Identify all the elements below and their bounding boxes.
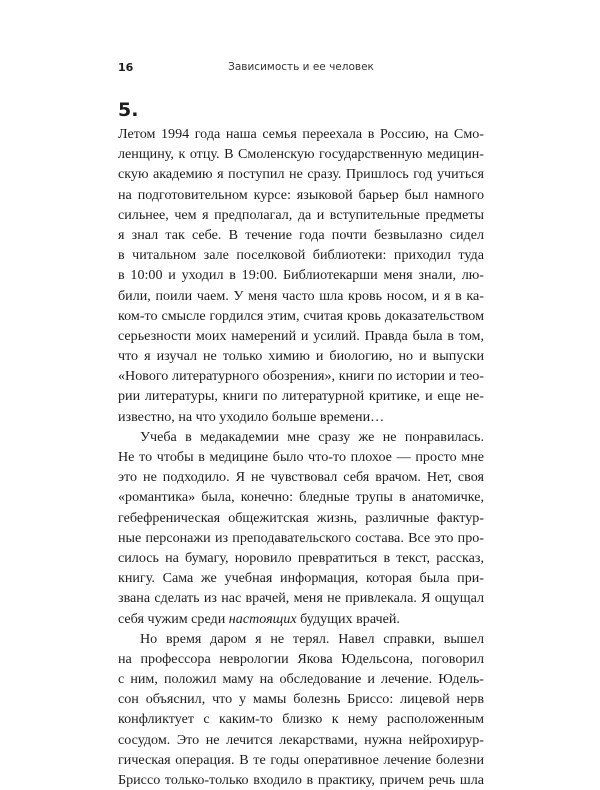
text-line: «Нового литературного обозрения», книги по истории и тео- [118,368,484,385]
text-line: что я изучал не только химию и биологию, но и выпуски [118,348,484,365]
text-line: с ним, положил маму на обследование и лечение. Юдель- [118,671,484,688]
paragraph-2 [118,427,484,629]
text-line: ком-то смысле гордился этим, считая кровь доказательством [118,307,484,324]
text-line: серьезности моих намерений и усилий. Правда была в том, [118,327,484,344]
text-line: в читальном зале поселковой библиотеки: приходил туда [118,247,484,264]
text-line [118,609,484,629]
text-line: я знал так себе. В течение года почти безвылазно сидел [118,226,484,243]
text-line: книгу. Сама же учебная информация, которая была при- [118,570,484,587]
text-line: рии литературы, книги по литературной критике, и еще не- [118,388,484,405]
text-line: Но время даром я не терял. Навел справки, вышел [140,630,484,647]
text-line: ленщину, к отцу. В Смоленскую государственную медицин- [118,146,484,163]
text-line: в 10:00 и уходил в 19:00. Библиотекарши меня знали, лю- [118,267,484,284]
text-line: сосудом. Это не лечится лекарствами, нужна нейрохирур- [118,731,484,748]
text-line: гическая операция. В те годы оперативное лечение болезни [118,751,484,768]
text-line: скую академию я поступил не сразу. Пришлось год учиться [118,166,484,183]
text-line: Учеба в медакадемии мне сразу же не понравилась. [140,428,484,445]
text-fragment: будущих врачей. [296,610,400,627]
text-line: били, поили чаем. У меня часто шла кровь носом, и я в ка- [118,287,484,304]
text-line: Летом 1994 года наша семья переехала в Россию, на Смо- [118,126,484,142]
text-line: конфликтует с каким-то близко к нему расположенным [118,711,484,728]
text-line: это не подходило. Я не чувствовал себя врачом. Нет, своя [118,469,484,486]
section-number: 5. [118,99,139,121]
text-line: гебефреническая общежитская жизнь, различные фактур- [118,509,484,526]
text-line: звана сделать из нас врачей, меня не привлекала. Я ощущал [118,590,484,607]
text-line: «романтика» была, конечно: бледные трупы в анатомичке, [118,489,484,506]
running-title: Зависимость и ее человек [228,61,374,73]
body-text [118,124,484,790]
text-fragment: себя чужим среди [118,610,229,627]
emphasized-word: настоящих [228,610,297,627]
text-line: Бриссо только-только входило в практику, причем речь шла [118,772,484,788]
running-header [118,61,484,75]
text-line: Не то чтобы в медицине было что-то плохое — просто мне [118,449,484,465]
text-line: ные персонажи из преподавательского состава. Все это про- [118,529,484,546]
text-line: на профессора неврологии Якова Юдельсона, поговорил [118,650,484,667]
text-line: силось на бумагу, норовило превратиться в текст, рассказ, [118,549,484,566]
text-line: сильнее, чем я предполагал, да и вступительные предметы [118,206,484,223]
page-number: 16 [118,61,134,74]
text-line: на подготовительном курсе: языковой барьер был намного [118,186,484,203]
text-line: сон объяснил, что у мамы болезнь Бриссо: лицевой нерв [118,691,484,708]
text-line: известно, на что уходило больше времени… [118,408,385,425]
paragraph-3 [118,629,484,790]
paragraph-1 [118,124,484,427]
